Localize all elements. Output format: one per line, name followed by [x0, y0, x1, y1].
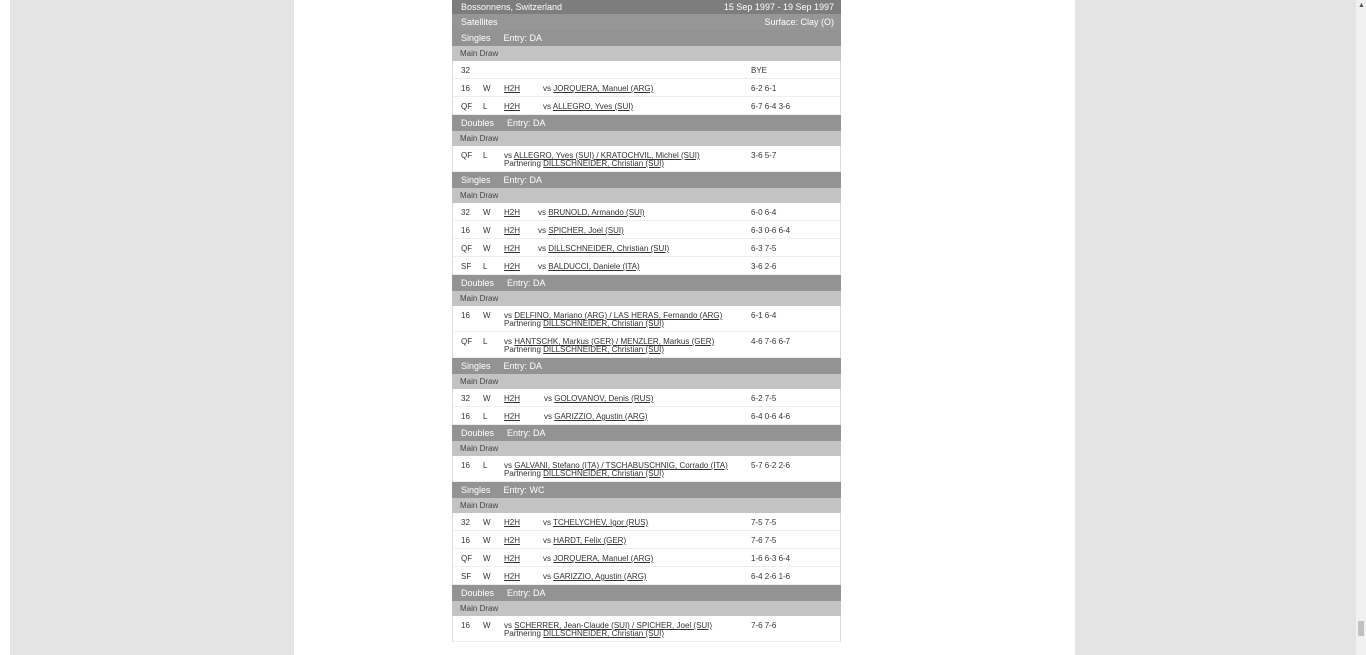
vs-label: vs: [543, 84, 551, 93]
entry-type: Entry: DA: [503, 361, 543, 371]
opponent-cell: [538, 244, 669, 253]
event-type: Singles: [461, 361, 491, 371]
vs-label: vs: [543, 102, 551, 111]
draw-header: Main Draw: [452, 374, 841, 389]
event-header: [452, 425, 841, 441]
partner-cell: [504, 345, 664, 354]
event-type: Singles: [461, 175, 491, 185]
opponent-link[interactable]: GALVANI, Stefano (ITA) / TSCHABUSCHNIG, Corrado (ITA): [514, 461, 728, 470]
opponent-cell: [543, 102, 633, 111]
match-round: 16: [461, 621, 470, 630]
entry-type: Entry: DA: [507, 428, 546, 438]
h2h-link[interactable]: H2H: [504, 518, 521, 527]
match-score: 6-1 6-4: [751, 311, 777, 320]
opponent-cell: [543, 536, 626, 545]
match-result: W: [483, 84, 491, 93]
match-row: [452, 616, 841, 642]
vs-label: vs: [504, 461, 512, 470]
vs-label: vs: [504, 151, 512, 160]
event-type: Doubles: [461, 588, 495, 598]
match-result: L: [483, 461, 488, 470]
event-type: Singles: [461, 33, 491, 43]
opponent-link[interactable]: DELFINO, Mariano (ARG) / LAS HERAS, Fernando (ARG): [514, 311, 723, 320]
match-score: BYE: [751, 66, 768, 75]
match-row: [452, 531, 841, 549]
partner-label: Partnering: [504, 345, 541, 354]
opponent-link[interactable]: JORQUERA, Manuel (ARG): [553, 84, 654, 93]
match-score: 1-6 6-3 6-4: [751, 554, 791, 563]
tournament-header: [452, 0, 841, 14]
opponent-cell: [543, 572, 647, 581]
event-type: Doubles: [461, 118, 495, 128]
event-header: [452, 358, 841, 374]
match-round: QF: [461, 244, 473, 253]
event-type: Doubles: [461, 428, 495, 438]
match-row: [452, 306, 841, 332]
match-row: [452, 146, 841, 172]
match-score: 6-0 6-4: [751, 208, 777, 217]
match-result: W: [483, 394, 491, 403]
match-round: 16: [461, 311, 470, 320]
match-score: 7-5 7-5: [751, 518, 777, 527]
match-round: 32: [461, 518, 470, 527]
match-result: L: [483, 337, 488, 346]
entry-type: Entry: WC: [503, 485, 545, 495]
match-result: W: [483, 572, 491, 581]
match-round: 16: [461, 84, 470, 93]
match-score: 6-2 6-1: [751, 84, 777, 93]
match-result: L: [483, 412, 488, 421]
vs-label: vs: [543, 536, 551, 545]
tournament-surface: Surface: Clay (O): [764, 17, 834, 27]
match-result: L: [483, 102, 488, 111]
h2h-link[interactable]: H2H: [504, 244, 521, 253]
tournament-category: Satellites: [461, 17, 498, 27]
vs-label: vs: [544, 394, 552, 403]
match-score: 3-6 5-7: [751, 151, 777, 160]
opponent-link[interactable]: GARIZZIO, Agustin (ARG): [554, 412, 648, 421]
h2h-link[interactable]: H2H: [504, 572, 521, 581]
h2h-link[interactable]: H2H: [504, 412, 521, 421]
partner-link[interactable]: DILLSCHNEIDER, Christian (SUI): [543, 319, 665, 328]
draw-header: Main Draw: [452, 46, 841, 61]
h2h-link[interactable]: H2H: [504, 394, 521, 403]
draw-header: Main Draw: [452, 291, 841, 306]
match-result: W: [483, 311, 491, 320]
match-score: 7-6 7-6: [751, 621, 777, 630]
vs-label: vs: [504, 621, 512, 630]
tournament-location: Bossonnens, Switzerland: [461, 2, 563, 12]
partner-label: Partnering: [504, 629, 541, 638]
match-row: [452, 456, 841, 482]
match-row: [452, 407, 841, 425]
event-type: Singles: [461, 485, 491, 495]
match-round: 16: [461, 226, 470, 235]
match-row: [452, 221, 841, 239]
partner-link[interactable]: DILLSCHNEIDER, Christian (SUI): [543, 629, 665, 638]
match-result: W: [483, 226, 491, 235]
scrollbar-thumb[interactable]: [1358, 621, 1364, 636]
event-header: [452, 30, 841, 46]
match-row: [452, 549, 841, 567]
opponent-link[interactable]: BALDUCCI, Daniele (ITA): [548, 262, 640, 271]
partner-label: Partnering: [504, 319, 541, 328]
opponent-link[interactable]: ALLEGRO, Yves (SUI) / KRATOCHVIL, Michel (SUI): [513, 151, 700, 160]
entry-type: Entry: DA: [507, 278, 546, 288]
match-row: [452, 61, 841, 79]
opponent-cell: [543, 518, 648, 527]
opponent-cell: [543, 84, 653, 93]
match-round: QF: [461, 151, 473, 160]
opponent-link[interactable]: TCHELYCHEV, Igor (RUS): [553, 518, 649, 527]
event-header: [452, 585, 841, 601]
match-row: [452, 257, 841, 275]
vs-label: vs: [504, 311, 512, 320]
draw-header: Main Draw: [452, 498, 841, 513]
match-row: [452, 79, 841, 97]
event-header: [452, 172, 841, 188]
partner-cell: [504, 629, 664, 638]
scroll-up-arrow-icon[interactable]: ▲: [1358, 2, 1365, 9]
h2h-link[interactable]: H2H: [504, 262, 521, 271]
event-header: [452, 275, 841, 291]
match-round: 32: [461, 394, 470, 403]
event-header: [452, 482, 841, 498]
match-result: W: [483, 208, 491, 217]
tournament-subheader: [452, 14, 841, 30]
match-row: [452, 203, 841, 221]
match-result: L: [483, 151, 488, 160]
event-type: Doubles: [461, 278, 495, 288]
vs-label: vs: [538, 208, 546, 217]
match-round: 32: [461, 208, 470, 217]
vs-label: vs: [544, 412, 552, 421]
h2h-link[interactable]: H2H: [504, 536, 521, 545]
h2h-link[interactable]: H2H: [504, 208, 521, 217]
match-score: 6-4 0-6 4-6: [751, 412, 791, 421]
entry-type: Entry: DA: [503, 175, 543, 185]
h2h-link[interactable]: H2H: [504, 84, 521, 93]
opponent-link[interactable]: HANTSCHK, Markus (GER) / MENZLER, Markus (GER): [514, 337, 715, 346]
vs-label: vs: [538, 262, 546, 271]
match-round: 32: [461, 66, 470, 75]
vertical-scrollbar[interactable]: [1356, 0, 1366, 655]
partner-link[interactable]: DILLSCHNEIDER, Christian (SUI): [543, 345, 665, 354]
match-round: 16: [461, 461, 470, 470]
vs-label: vs: [543, 554, 551, 563]
tournament-dates: 15 Sep 1997 - 19 Sep 1997: [723, 2, 834, 12]
match-row: [452, 332, 841, 358]
match-score: 7-6 7-5: [751, 536, 777, 545]
vs-label: vs: [543, 572, 551, 581]
opponent-link[interactable]: GOLOVANOV, Denis (RUS): [554, 394, 654, 403]
match-score: 6-7 6-4 3-6: [751, 102, 791, 111]
opponent-link[interactable]: BRUNOLD, Armando (SUI): [548, 208, 645, 217]
match-row: [452, 97, 841, 115]
opponent-link[interactable]: SPICHER, Joel (SUI): [548, 226, 624, 235]
match-round: 16: [461, 412, 470, 421]
opponent-cell: [544, 412, 648, 421]
opponent-link[interactable]: ALLEGRO, Yves (SUI): [552, 102, 634, 111]
opponent-cell: [538, 226, 624, 235]
partner-label: Partnering: [504, 469, 541, 478]
vs-label: vs: [504, 337, 512, 346]
match-score: 6-2 7-5: [751, 394, 777, 403]
match-row: [452, 567, 841, 585]
h2h-link[interactable]: H2H: [504, 554, 521, 563]
entry-type: Entry: DA: [507, 588, 546, 598]
opponent-link[interactable]: DILLSCHNEIDER, Christian (SUI): [548, 244, 670, 253]
entry-type: Entry: DA: [503, 33, 543, 43]
left-gutter: [0, 0, 10, 655]
match-result: W: [483, 244, 491, 253]
opponent-link[interactable]: JORQUERA, Manuel (ARG): [553, 554, 654, 563]
h2h-link[interactable]: H2H: [504, 226, 521, 235]
opponent-link[interactable]: SCHERRER, Jean-Claude (SUI) / SPICHER, Joel (SUI): [514, 621, 713, 630]
opponent-cell: [544, 394, 653, 403]
entry-type: Entry: DA: [507, 118, 546, 128]
match-score: 4-6 7-6 6-7: [751, 337, 791, 346]
match-result: W: [483, 518, 491, 527]
event-header: [452, 115, 841, 131]
match-row: [452, 239, 841, 257]
opponent-cell: [538, 262, 640, 271]
match-score: 6-3 7-5: [751, 244, 777, 253]
match-round: SF: [461, 572, 472, 581]
match-result: W: [483, 554, 491, 563]
opponent-cell: [538, 208, 645, 217]
partner-cell: [504, 319, 664, 328]
match-round: SF: [461, 262, 472, 271]
match-score: 3-6 2-6: [751, 262, 777, 271]
partner-link[interactable]: DILLSCHNEIDER, Christian (SUI): [543, 159, 665, 168]
opponent-cell: [543, 554, 653, 563]
match-score: 5-7 6-2 2-6: [751, 461, 791, 470]
match-round: QF: [461, 102, 473, 111]
h2h-link[interactable]: H2H: [504, 102, 521, 111]
match-round: QF: [461, 337, 473, 346]
match-sections: [452, 30, 841, 642]
match-result: W: [483, 536, 491, 545]
match-row: [452, 513, 841, 531]
draw-header: Main Draw: [452, 441, 841, 456]
match-result: L: [483, 262, 488, 271]
opponent-link[interactable]: HARDT, Felix (GER): [553, 536, 627, 545]
match-round: QF: [461, 554, 473, 563]
partner-link[interactable]: DILLSCHNEIDER, Christian (SUI): [543, 469, 665, 478]
draw-header: Main Draw: [452, 131, 841, 146]
vs-label: vs: [543, 518, 551, 527]
draw-header: Main Draw: [452, 188, 841, 203]
vs-label: vs: [538, 226, 546, 235]
match-result: W: [483, 621, 491, 630]
partner-cell: [504, 469, 664, 478]
match-score: 6-3 0-6 6-4: [751, 226, 791, 235]
draw-header: Main Draw: [452, 601, 841, 616]
opponent-link[interactable]: GARIZZIO, Agustin (ARG): [553, 572, 647, 581]
partner-cell: [504, 159, 664, 168]
vs-label: vs: [538, 244, 546, 253]
match-score: 6-4 2-6 1-6: [751, 572, 791, 581]
match-row: [452, 389, 841, 407]
results-table: [452, 0, 841, 642]
partner-label: Partnering: [504, 159, 541, 168]
match-round: 16: [461, 536, 470, 545]
